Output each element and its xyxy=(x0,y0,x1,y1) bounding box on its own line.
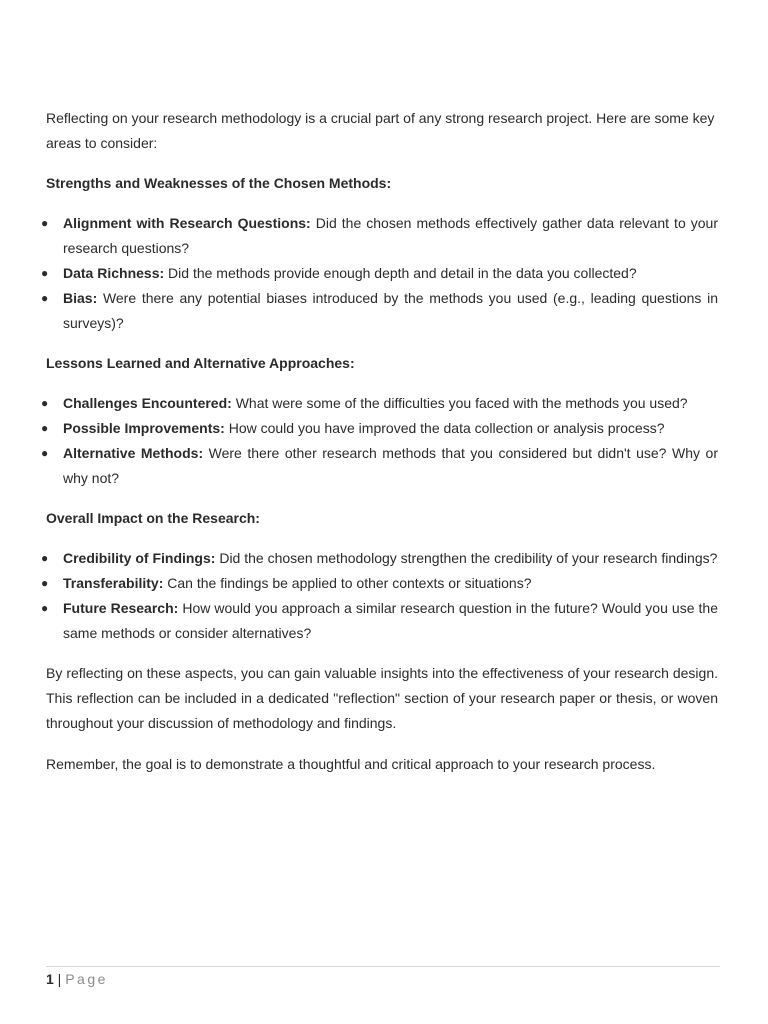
section-strengths xyxy=(41,171,718,336)
item-label: Credibility of Findings: xyxy=(63,550,216,566)
list-item xyxy=(41,211,718,261)
page-label: Page xyxy=(65,971,108,987)
closing-reminder: Remember, the goal is to demonstrate a thoughtful and critical approach to your research process. xyxy=(46,756,656,772)
bullet-icon: ● xyxy=(41,601,49,615)
list-item xyxy=(41,546,718,571)
item-text: How could you have improved the data collection or analysis process? xyxy=(224,420,665,436)
list-item xyxy=(41,416,718,441)
item-label: Alternative Methods: xyxy=(63,445,204,461)
section-lessons xyxy=(41,351,718,491)
bullet-list xyxy=(41,391,718,491)
section-heading: Overall Impact on the Research: xyxy=(46,510,260,526)
bullet-icon: ● xyxy=(41,396,49,410)
bullet-icon: ● xyxy=(41,216,49,230)
closing-paragraph: By reflecting on these aspects, you can gain valuable insights into the effectiveness of your research design. This reflection can be included in a dedicated "reflection" section of your research paper or thesis, or woven throughout your discussion of methodology and findings. xyxy=(46,665,718,731)
list-item xyxy=(41,571,718,596)
item-label: Challenges Encountered: xyxy=(63,395,232,411)
list-item xyxy=(41,441,718,491)
page-number: 1 xyxy=(46,971,54,987)
list-item xyxy=(41,391,718,416)
item-label: Transferability: xyxy=(63,575,164,591)
bullet-icon: ● xyxy=(41,421,49,435)
bullet-icon: ● xyxy=(41,576,49,590)
item-text: What were some of the difficulties you faced with the methods you used? xyxy=(231,395,688,411)
item-text: Did the chosen methodology strengthen the credibility of your research findings? xyxy=(215,550,718,566)
item-text: How would you approach a similar research question in the future? Would you use the same methods or consider alternatives? xyxy=(63,600,718,641)
list-item xyxy=(41,261,718,286)
bullet-icon: ● xyxy=(41,551,49,565)
section-heading: Lessons Learned and Alternative Approaches: xyxy=(46,355,355,371)
list-item xyxy=(41,596,718,646)
intro-paragraph: Reflecting on your research methodology is a crucial part of any strong research project. Here are some key areas to consider: xyxy=(46,110,715,151)
item-label: Future Research: xyxy=(63,600,179,616)
document-body xyxy=(41,106,718,793)
item-label: Possible Improvements: xyxy=(63,420,225,436)
item-text: Can the findings be applied to other contexts or situations? xyxy=(163,575,532,591)
item-label: Data Richness: xyxy=(63,265,165,281)
item-text: Did the chosen methods effectively gather data relevant to your research questions? xyxy=(63,215,718,256)
bullet-icon: ● xyxy=(41,446,49,460)
page-footer xyxy=(46,966,720,989)
bullet-icon: ● xyxy=(41,266,49,280)
bullet-list xyxy=(41,546,718,646)
list-item xyxy=(41,286,718,336)
bullet-icon: ● xyxy=(41,291,49,305)
item-label: Alignment with Research Questions: xyxy=(63,215,311,231)
item-text: Did the methods provide enough depth and detail in the data you collected? xyxy=(164,265,637,281)
bullet-list xyxy=(41,211,718,336)
item-text: Were there other research methods that you considered but didn't use? Why or why not? xyxy=(63,445,718,486)
item-text: Were there any potential biases introduced by the methods you used (e.g., leading questions in surveys)? xyxy=(63,290,718,331)
footer-separator: | xyxy=(53,971,66,987)
section-heading: Strengths and Weaknesses of the Chosen Methods: xyxy=(46,175,392,191)
section-impact xyxy=(41,506,718,646)
item-label: Bias: xyxy=(63,290,98,306)
